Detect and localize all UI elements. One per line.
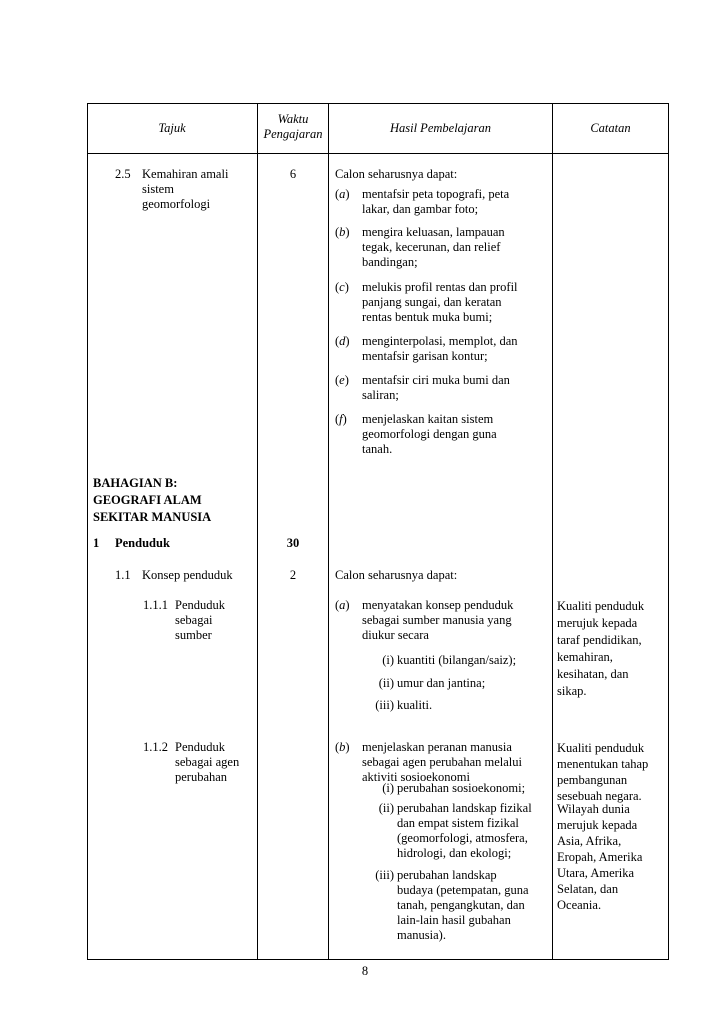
row-2-5-title [142,167,228,212]
title-line: sistem [142,182,174,196]
heading-line: BAHAGIAN B: [93,476,178,490]
title-line: sumber [175,628,212,642]
outcome-label: (c) [335,280,349,294]
table-left-border [87,103,88,960]
outcome-line: tanah. [362,442,393,456]
outcome-line: panjang sungai, dan keratan [362,295,502,309]
note-line: merujuk kepada [557,616,638,630]
note-line: Kualiti penduduk [557,599,645,613]
outcome-letter: a [339,598,346,612]
outcome-letter: a [339,187,346,201]
outcome-letter: b [339,225,346,239]
outcome-label: (b) [335,225,350,239]
outcome-label: (a) [335,598,350,612]
outcome-f [362,412,497,457]
outcome-letter: f [339,412,343,426]
header-hasil: Hasil Pembelajaran [389,121,492,135]
outcome-label: (f) [335,412,347,426]
subitem-line: manusia). [397,928,446,942]
subitem-text: kualiti. [397,698,433,712]
header-waktu-line2: Pengajaran [263,127,323,141]
col-divider-2 [328,103,329,960]
subitem-text [397,781,525,796]
row-2-5-time: 6 [289,167,297,181]
subitem-label: (iii) [375,698,394,712]
subitem-line: hidrologi, dan ekologi; [397,846,512,860]
subitem-line: dan empat sistem fizikal [397,816,519,830]
title-line: Penduduk [175,598,225,612]
header-bottom-border [87,153,669,154]
outcome-label: (d) [335,334,350,348]
note-line: pembangunan [557,773,628,787]
note-line: Wilayah dunia [557,802,630,816]
title-line: geomorfologi [142,197,211,211]
note-line: Selatan, dan [557,882,619,896]
title-line: Penduduk [175,740,225,754]
note-line: kemahiran, [557,650,613,664]
subitem-line: tanah, pengangkutan, dan [397,898,525,912]
outcome-line: sebagai agen perubahan melalui [362,755,522,769]
outcome-line: diukur secara [362,628,429,642]
outcome-line: mentafsir peta topografi, peta [362,187,510,201]
title-line: perubahan [175,770,228,784]
note-line: Utara, Amerika [557,866,635,880]
outcome-d [362,334,518,364]
syllabus-table [87,103,669,960]
table-top-border [87,103,669,104]
outcome-line: mentafsir ciri muka bumi dan [362,373,510,387]
header-waktu-line1: Waktu [277,112,309,126]
title-line: sebagai [175,613,213,627]
outcome-line: menyatakan konsep penduduk [362,598,514,612]
subitem-label: (ii) [378,801,394,815]
note-line: merujuk kepada [557,818,638,832]
row-1-1-2-number: 1.1.2 [143,740,168,754]
outcome-1-1-1 [362,598,513,643]
subitem-text: umur dan jantina; [397,676,486,690]
header-waktu [258,112,328,142]
row-1-time: 30 [286,536,300,550]
outcome-line: menjelaskan kaitan sistem [362,412,494,426]
page-number: 8 [361,964,369,978]
subitem-line: perubahan landskap fizikal [397,801,532,815]
outcome-line: menginterpolasi, memplot, dan [362,334,518,348]
subitem-label: (i) [382,653,394,667]
note-1-1-2-b [557,801,642,913]
row-1-1-number: 1.1 [115,568,131,582]
outcome-line: saliran; [362,388,399,402]
row-1-number: 1 [93,536,100,550]
outcome-line: lakar, dan gambar foto; [362,202,479,216]
outcome-letter: d [339,334,346,348]
subitem-line: lain-lain hasil gubahan [397,913,511,927]
outcome-line: sebagai sumber manusia yang [362,613,512,627]
note-line: Eropah, Amerika [557,850,643,864]
note-line: menentukan tahap [557,757,649,771]
table-right-border [668,103,669,960]
row-1-1-1-title [175,598,225,643]
subitem-line: (geomorfologi, atmosfera, [397,831,528,845]
note-line: Kualiti penduduk [557,741,645,755]
outcome-b [362,225,505,270]
subitem-line: budaya (petempatan, guna [397,883,529,897]
row-2-5-intro: Calon seharusnya dapat: [335,167,458,181]
heading-line: SEKITAR MANUSIA [93,510,212,524]
outcome-1-1-2 [362,740,522,785]
subitem-text [397,801,532,861]
subitem-text: kuantiti (bilangan/saiz); [397,653,517,667]
row-1-1-1-number: 1.1.1 [143,598,168,612]
row-1-title: Penduduk [115,536,170,550]
row-1-1-2-title [175,740,239,785]
note-line: taraf pendidikan, [557,633,642,647]
col-divider-3 [552,103,553,960]
note-line: Asia, Afrika, [557,834,622,848]
header-tajuk: Tajuk [158,121,186,135]
outcome-line: rentas bentuk muka bumi; [362,310,493,324]
table-bottom-border [87,959,669,960]
outcome-line: mengira keluasan, lampauan [362,225,505,239]
row-2-5-number: 2.5 [115,167,131,181]
note-line: sesebuah negara. [557,789,642,803]
note-line: sikap. [557,684,587,698]
outcome-label: (e) [335,373,349,387]
outcome-line: aktiviti sosioekonomi [362,770,470,784]
row-1-1-intro: Calon seharusnya dapat: [335,568,458,582]
subitem-label: (ii) [378,676,394,690]
note-line: Oceania. [557,898,602,912]
section-b-heading [93,475,211,526]
outcome-c [362,280,518,325]
title-line: sebagai agen [175,755,240,769]
heading-line: GEOGRAFI ALAM [93,493,202,507]
note-1-1-1 [557,598,644,700]
title-line: Kemahiran amali [142,167,229,181]
row-1-1-time: 2 [289,568,297,582]
subitem-line: perubahan landskap [397,868,497,882]
outcome-line: mentafsir garisan kontur; [362,349,488,363]
col-divider-1 [257,103,258,960]
row-1-1-title: Konsep penduduk [142,568,233,582]
outcome-line: bandingan; [362,255,418,269]
header-catatan: Catatan [590,121,631,135]
outcome-line: geomorfologi dengan guna [362,427,497,441]
outcome-letter: c [339,280,345,294]
outcome-line: melukis profil rentas dan profil [362,280,518,294]
subitem-label: (iii) [375,868,394,882]
outcome-line: menjelaskan peranan manusia [362,740,512,754]
outcome-letter: e [339,373,345,387]
outcome-a [362,187,509,217]
outcome-e [362,373,510,403]
outcome-label: (a) [335,187,350,201]
outcome-label: (b) [335,740,350,754]
subitem-text [397,868,529,943]
outcome-line: tegak, kecerunan, dan relief [362,240,501,254]
subitem-label: (i) [382,781,394,795]
note-1-1-2-a [557,740,648,804]
subitem-line: perubahan sosioekonomi; [397,781,526,795]
outcome-letter: b [339,740,346,754]
note-line: kesihatan, dan [557,667,629,681]
